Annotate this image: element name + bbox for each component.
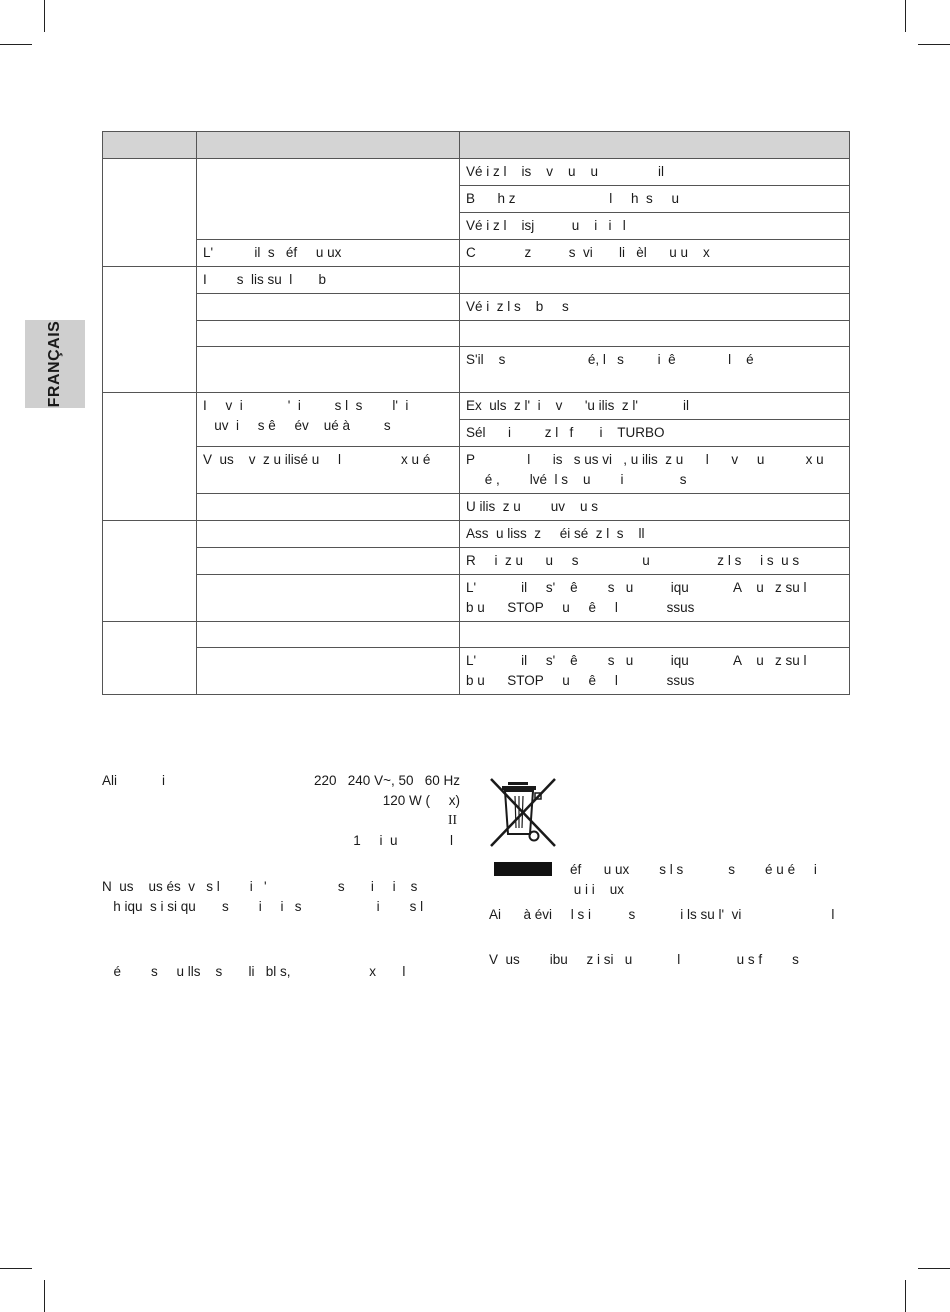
table-row <box>103 240 850 267</box>
cause-cell <box>197 321 460 347</box>
solution-cell: Ex uls z l' i v 'u ilis z l' il <box>460 393 850 420</box>
solution-cell: Ass u liss z éi sé z l s ll <box>460 521 850 548</box>
table-row <box>103 321 850 347</box>
crop-mark <box>44 0 45 32</box>
cause-cell <box>197 622 460 648</box>
solution-cell: C z s vi li èl u u x <box>460 240 850 267</box>
spec-label: Ali i <box>102 773 166 788</box>
spec-value-class: II <box>448 812 457 827</box>
cause-cell <box>197 648 460 695</box>
environment-paragraph: Ai à évi l s i s i ls su l' vi l <box>489 907 835 922</box>
cause-cell: I s lis su l b <box>197 267 460 294</box>
solution-cell: Sél i z l f i TURBO <box>460 420 850 447</box>
troubleshooting-table <box>102 131 850 695</box>
solution-cell: L' il s' ê s u iqu A u z su l b u STOP u ê l ssus <box>460 575 850 622</box>
cause-cell <box>197 347 460 393</box>
crop-mark <box>905 1280 906 1312</box>
recycling-paragraph: V us ibu z i si u l u s f s <box>489 952 799 967</box>
spec-value-power: 120 W ( x) <box>382 793 460 808</box>
notice-paragraph: é s u lls s li bl s, x l <box>106 964 406 979</box>
crossed-out-wheelie-bin-icon <box>488 776 558 850</box>
cause-cell <box>197 548 460 575</box>
cause-cell: I v i ' i s l s l' i uv i s ê év ué à s <box>197 393 460 447</box>
cause-cell <box>197 575 460 622</box>
solution-cell: Vé i z l is v u u il <box>460 159 850 186</box>
crop-mark <box>0 44 32 45</box>
solution-cell <box>460 622 850 648</box>
table-row <box>103 267 850 294</box>
solution-cell: U ilis z u uv u s <box>460 494 850 521</box>
table-row <box>103 347 850 393</box>
problem-cell <box>103 622 197 695</box>
table-row <box>103 548 850 575</box>
table-row <box>103 393 850 420</box>
solution-cell: R i z u u s u z l s i s u s <box>460 548 850 575</box>
crop-mark <box>905 0 906 32</box>
language-tab-label: FRANÇAIS <box>46 320 63 408</box>
weee-paragraph: éf u ux s l s s é u é i u i i ux <box>570 862 817 897</box>
cause-cell: V us v z u ilisé u l x u é <box>197 447 460 494</box>
solution-cell <box>460 267 850 294</box>
problem-cell <box>103 393 197 521</box>
solution-cell: Vé i z l s b s <box>460 294 850 321</box>
crop-mark <box>0 1268 32 1269</box>
table-row <box>103 159 850 186</box>
cause-cell <box>197 294 460 321</box>
conformity-paragraph: N us us és v s l i ' s i i s h iqu s i si qu s i i s i s l <box>102 879 424 914</box>
table-row <box>103 648 850 695</box>
table-row <box>103 494 850 521</box>
crop-mark <box>918 1268 950 1269</box>
header-problem <box>103 132 197 159</box>
solution-cell: Vé i z l isj u i i l <box>460 213 850 240</box>
table-row <box>103 622 850 648</box>
cause-cell: L' il s éf u ux <box>197 240 460 267</box>
header-solution <box>460 132 850 159</box>
spec-value-warranty: 1 i u l <box>353 833 453 848</box>
solution-cell: L' il s' ê s u iqu A u z su l b u STOP u ê l ssus <box>460 648 850 695</box>
problem-cell <box>103 521 197 622</box>
weee-bar <box>494 862 552 876</box>
cause-cell <box>197 521 460 548</box>
solution-cell: P l is s us vi , u ilis z u l v u x u é , lvé l s u i s <box>460 447 850 494</box>
problem-cell <box>103 159 197 267</box>
table-row <box>103 447 850 494</box>
cause-cell <box>197 494 460 521</box>
solution-cell: B h z l h s u <box>460 186 850 213</box>
solution-cell: S'il s é, l s i ê l é <box>460 347 850 393</box>
crop-mark <box>918 44 950 45</box>
spec-value-voltage: 220 240 V~, 50 60 Hz <box>314 773 460 788</box>
cause-cell <box>197 159 460 240</box>
table-row <box>103 575 850 622</box>
table-header-row <box>103 132 850 159</box>
solution-cell <box>460 321 850 347</box>
header-cause <box>197 132 460 159</box>
crop-mark <box>44 1280 45 1312</box>
problem-cell <box>103 267 197 393</box>
table-row <box>103 521 850 548</box>
table-row <box>103 294 850 321</box>
language-tab <box>25 320 85 408</box>
